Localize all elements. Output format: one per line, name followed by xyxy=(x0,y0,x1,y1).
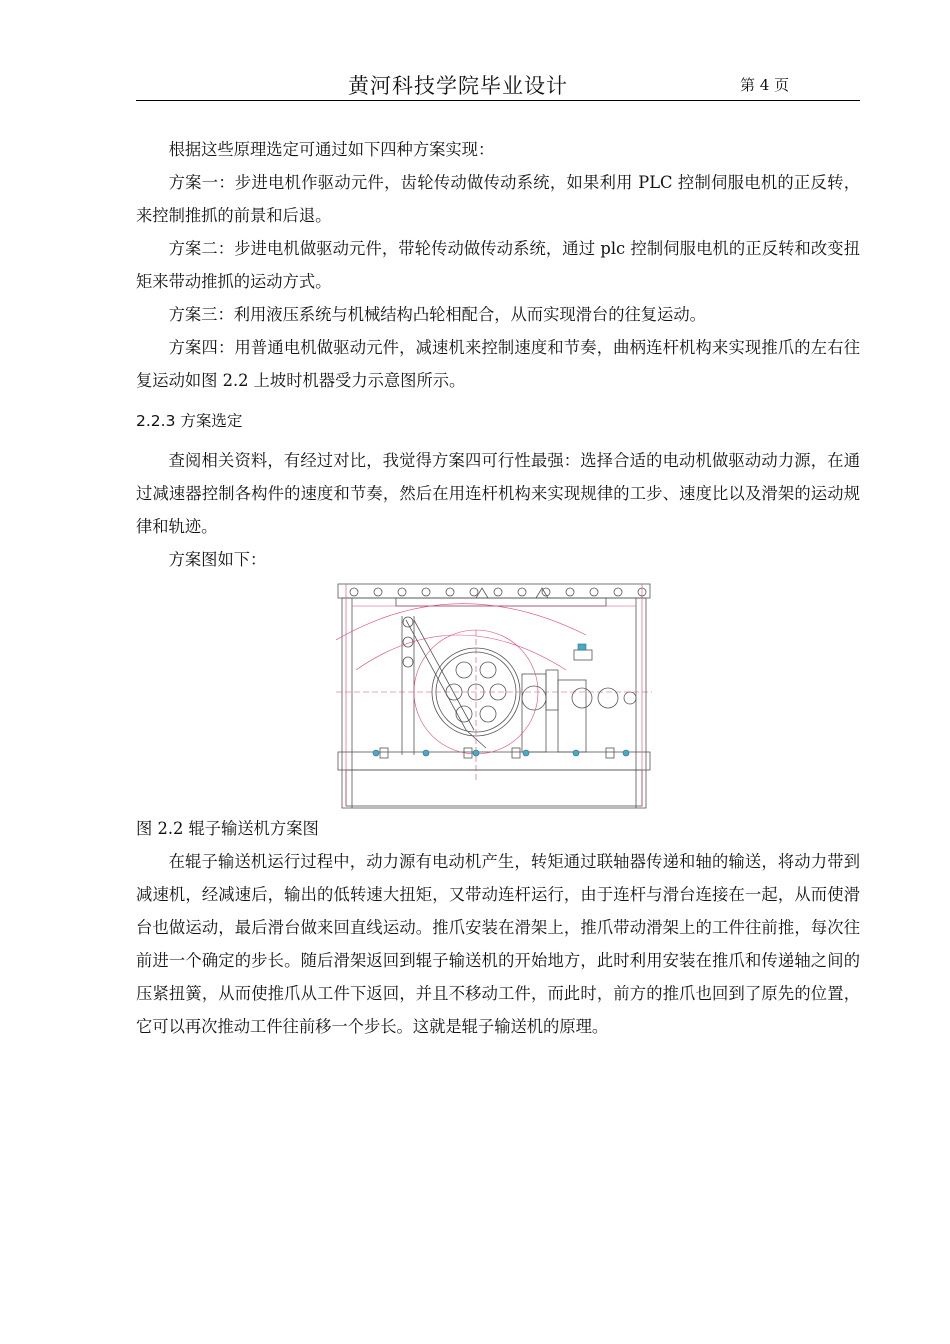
paragraph: 方案二：步进电机做驱动元件，带轮传动做传动系统，通过 plc 控制伺服电机的正反转和改变扭矩来带动推抓的运动方式。 xyxy=(136,239,860,291)
figure-caption: 图 2.2 辊子输送机方案图 xyxy=(136,819,319,838)
paragraph: 查阅相关资料，有经过对比，我觉得方案四可行性最强：选择合适的电动机做驱动动力源，在通过减速器控制各构件的速度和节奏，然后在用连杆机构来实现规律的工步、速度比以及滑架的运动规律和轨迹。 xyxy=(136,451,860,536)
roller-conveyor-scheme-drawing xyxy=(336,580,652,812)
paragraph: 方案一：步进电机作驱动元件，齿轮传动做传动系统，如果利用 PLC 控制伺服电机的正反转，来控制推抓的前景和后退。 xyxy=(136,173,860,225)
document-body xyxy=(136,133,860,1043)
page-number: 第 4 页 xyxy=(740,76,790,94)
section-heading: 2.2.3 方案选定 xyxy=(136,412,243,430)
paragraph: 根据这些原理选定可通过如下四种方案实现： xyxy=(168,140,495,159)
header-title: 黄河科技学院毕业设计 xyxy=(348,74,568,98)
paragraph: 方案图如下： xyxy=(168,550,267,569)
paragraph: 在辊子输送机运行过程中，动力源有电动机产生，转矩通过联轴器传递和轴的输送，将动力带到减速机，经减速后，输出的低转速大扭矩，又带动连杆运行，由于连杆与滑台连接在一起，从而使滑台也做运动，最后滑台做来回直线运动。推爪安装在滑架上，推爪带动滑架上的工件往前推，每次往前进一个确定的步长。随后滑架返回到辊子输送机的开始地方，此时利用安装在推爪和传递轴之间的压紧扭簧，从而使推爪从工件下返回，并且不移动工件，而此时，前方的推爪也回到了原先的位置，它可以再次推动工件往前移一个步长。这就是辊子输送机的原理。 xyxy=(136,852,860,1036)
paragraph: 方案四：用普通电机做驱动元件，减速机来控制速度和节奏，曲柄连杆机构来实现推爪的左右往复运动如图 2.2 上坡时机器受力示意图所示。 xyxy=(136,338,860,390)
page-header xyxy=(136,68,860,101)
paragraph: 方案三：利用液压系统与机械结构凸轮相配合，从而实现滑台的往复运动。 xyxy=(168,305,706,324)
